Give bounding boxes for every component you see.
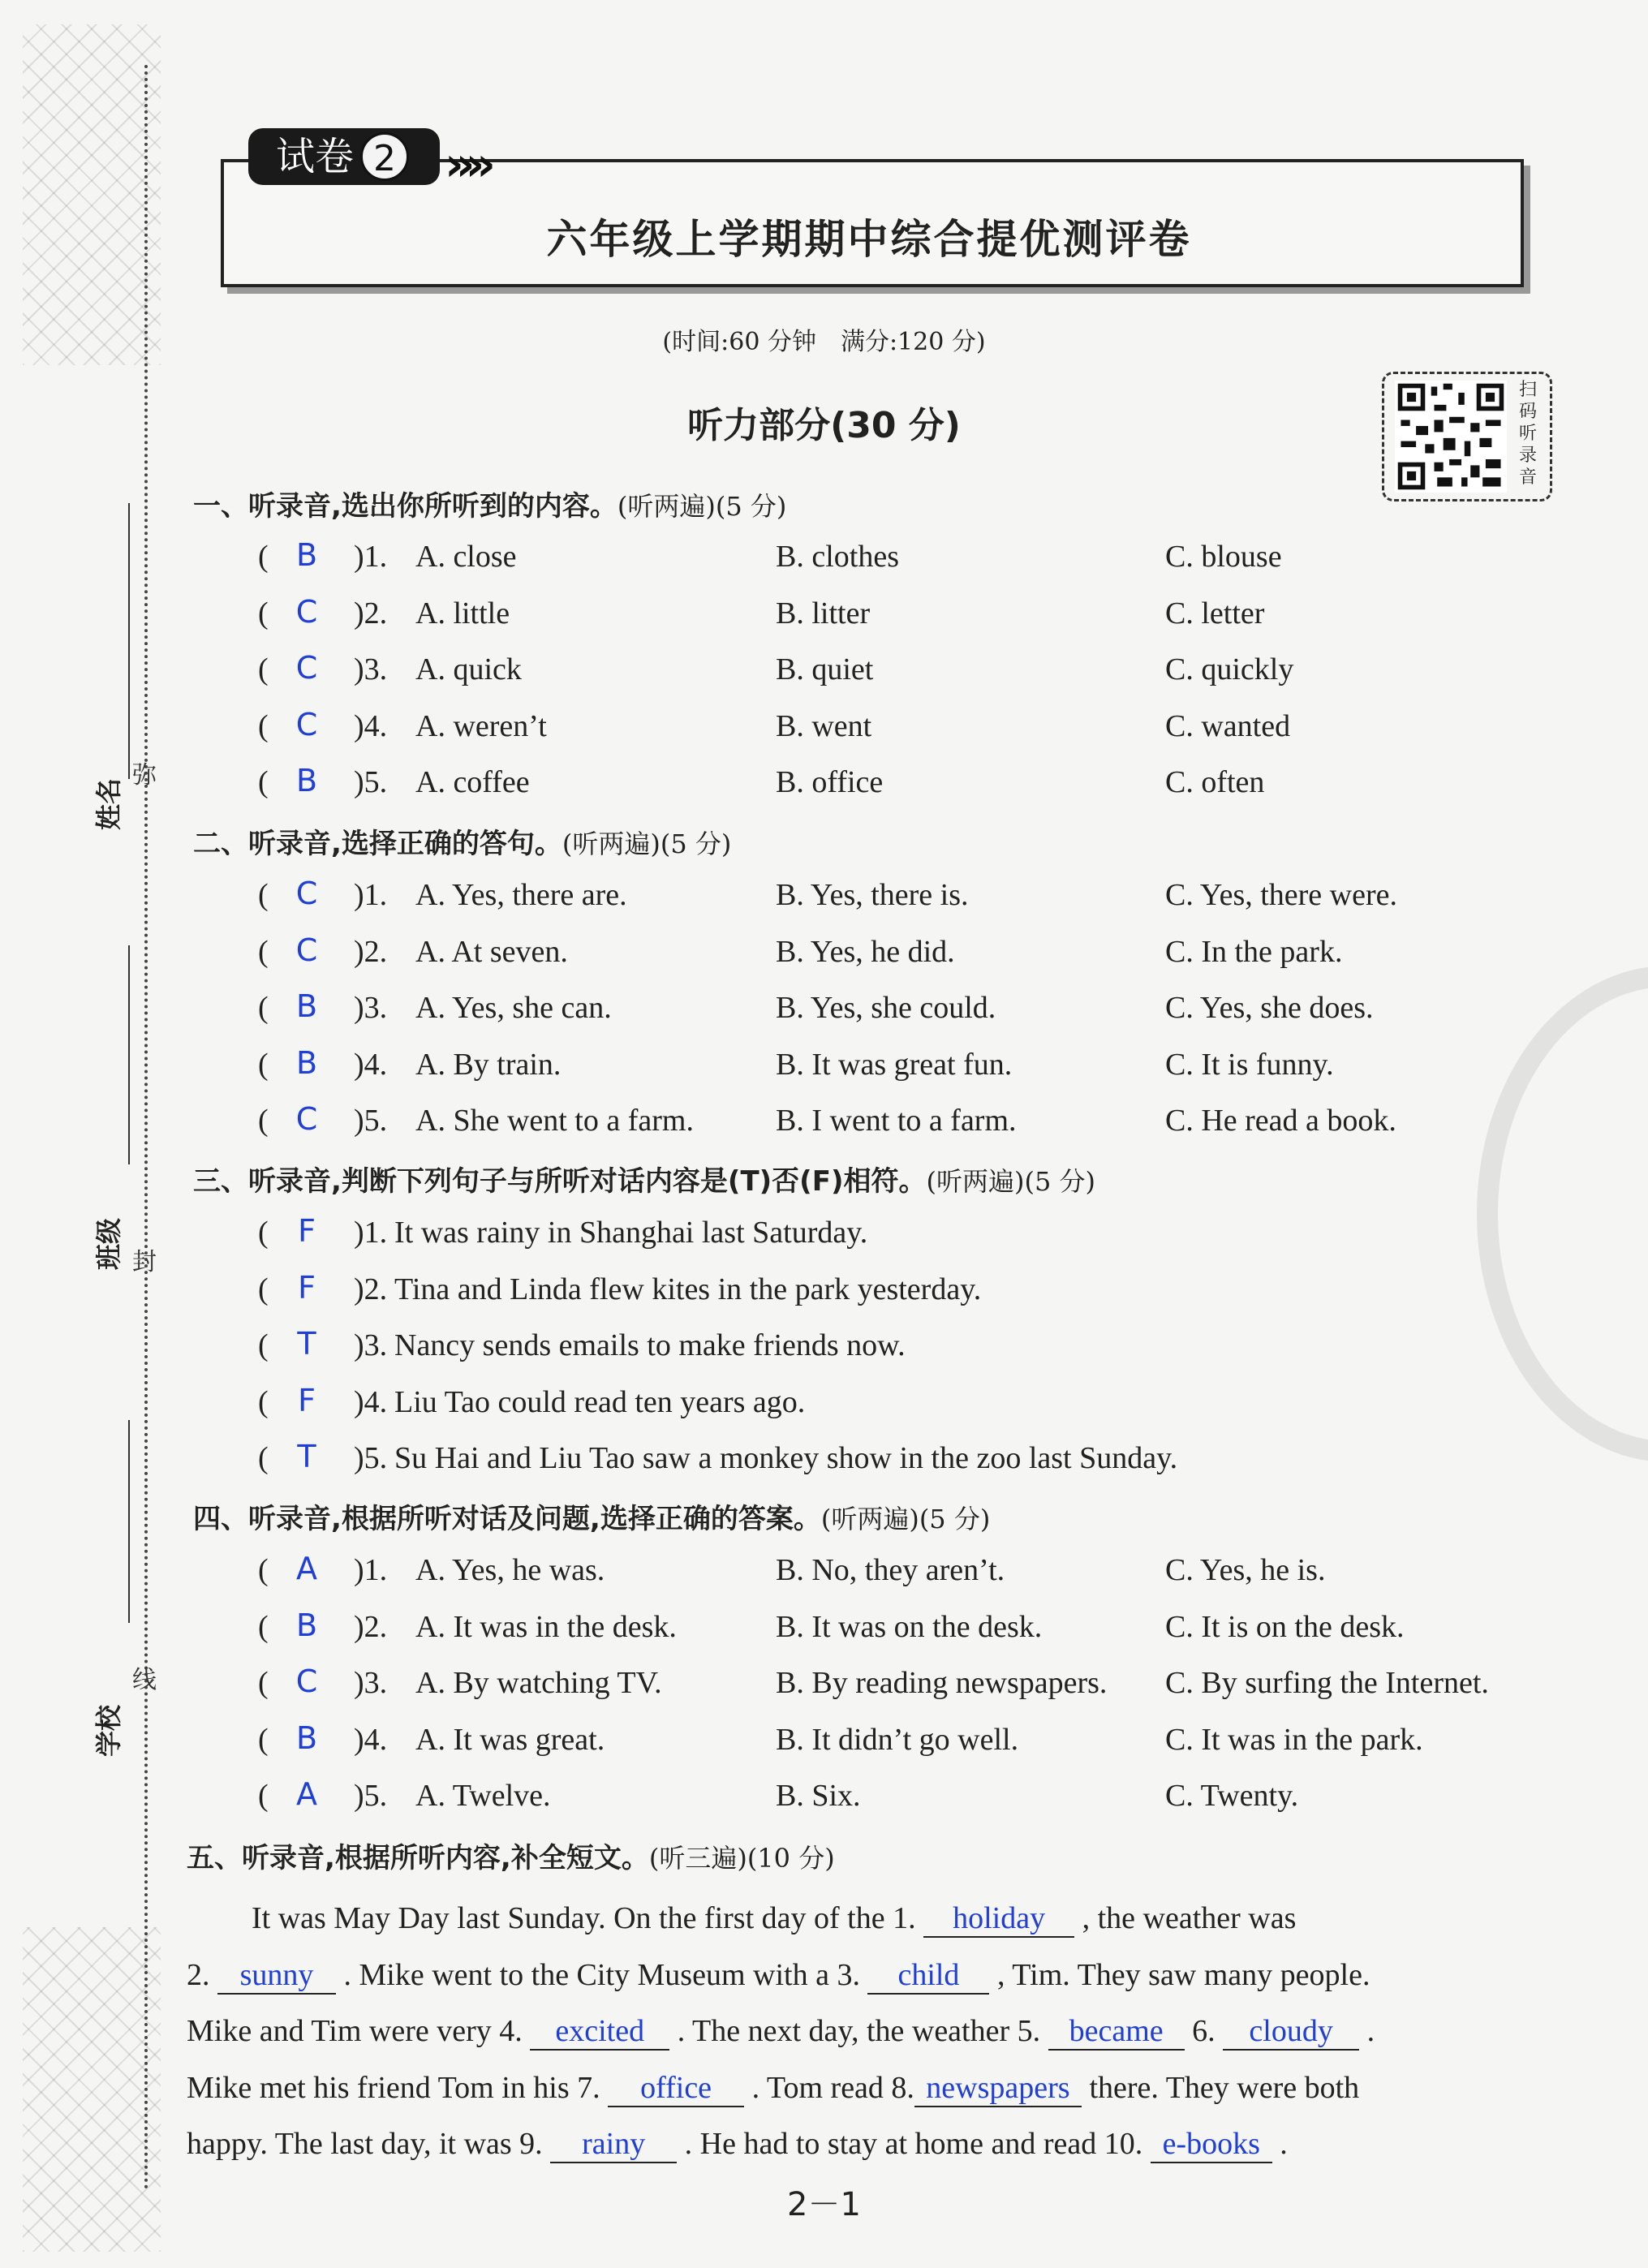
question-number: )2. — [354, 1272, 388, 1306]
option-a[interactable]: A. Yes, he was. — [415, 1553, 605, 1587]
section-title: 五、听录音,根据所听内容,补全短文。 — [187, 1842, 649, 1874]
option-b[interactable]: B. Six. — [776, 1779, 861, 1814]
question-row — [0, 764, 1542, 813]
passage-text: , Tim. They saw many people. — [989, 1957, 1370, 1992]
blank-6[interactable]: cloudy — [1223, 2013, 1359, 2051]
section-title: 三、听录音,判断下列句子与所听对话内容是(T)否(F)相符。 — [193, 1165, 927, 1198]
option-b[interactable]: B. It was on the desk. — [776, 1609, 1043, 1644]
answer-mark[interactable]: B — [295, 1044, 318, 1081]
option-c[interactable]: C. quickly — [1165, 652, 1294, 687]
page-number: 2－1 — [787, 2186, 861, 2223]
blank-10[interactable]: e-books — [1151, 2126, 1272, 2163]
question-number: )5. — [354, 1441, 388, 1476]
answer-paren-open: ( — [258, 1553, 269, 1587]
option-b[interactable]: B. Yes, he did. — [776, 934, 955, 969]
side-label-name: 姓名 — [93, 777, 125, 831]
question-number: )5. — [354, 1104, 388, 1138]
answer-mark[interactable]: B — [295, 763, 318, 799]
option-b[interactable]: B. By reading newspapers. — [776, 1666, 1108, 1701]
question-number: )4. — [354, 1047, 388, 1082]
option-c[interactable]: C. Twenty. — [1165, 1779, 1299, 1814]
answer-mark[interactable]: B — [295, 1719, 318, 1756]
question-number: )2. — [354, 934, 388, 969]
option-b[interactable]: B. Yes, she could. — [776, 991, 996, 1026]
passage-text: . Tom read 8. — [744, 2070, 914, 2105]
section-title: 四、听录音,根据所听对话及问题,选择正确的答案。 — [193, 1503, 821, 1535]
question-number: )1. — [354, 1216, 388, 1250]
option-a[interactable]: A. It was great. — [415, 1722, 605, 1757]
question-row — [0, 593, 1542, 644]
answer-paren-open: ( — [258, 708, 269, 743]
option-a[interactable]: A. She went to a farm. — [415, 1104, 694, 1138]
passage-text: . He had to stay at home and read 10. — [677, 2127, 1151, 2161]
option-c[interactable]: C. Yes, he is. — [1165, 1553, 1326, 1587]
section-heading — [193, 484, 786, 523]
question-number: )5. — [354, 1779, 388, 1814]
passage-text: . The next day, the weather 5. — [669, 2014, 1048, 2048]
passage-text: Mike and Tim were very 4. — [187, 2014, 531, 2048]
passage-line — [187, 2060, 1543, 2117]
statement-text: Tina and Linda flew kites in the park yesterday. — [394, 1272, 982, 1306]
answer-mark[interactable]: C — [295, 650, 318, 686]
option-a[interactable]: A. By train. — [415, 1047, 562, 1082]
passage-line — [187, 1891, 1543, 1947]
side-label-class: 班级 — [93, 1217, 125, 1271]
option-b[interactable]: B. clothes — [776, 540, 899, 574]
part-title: 听力部分(30 分) — [687, 405, 961, 446]
question-number: )1. — [354, 540, 388, 574]
blank-4[interactable]: excited — [530, 2013, 669, 2051]
section-note: (听两遍)(5 分) — [926, 1166, 1095, 1197]
answer-mark[interactable]: B — [295, 537, 318, 573]
exam-badge — [248, 128, 440, 185]
question-row — [0, 652, 1542, 700]
question-row — [0, 539, 1542, 587]
question-row — [0, 1609, 1542, 1658]
question-number: )2. — [354, 1609, 388, 1644]
passage-text: It was May Day last Sunday. On the first day of the 1. — [252, 1901, 924, 1935]
answer-mark[interactable]: C — [295, 593, 318, 630]
answer-paren-open: ( — [258, 1609, 269, 1644]
passage-text: . — [1271, 2127, 1288, 2161]
answer-paren-open: ( — [258, 652, 269, 687]
option-c[interactable]: C. letter — [1165, 596, 1265, 630]
option-a[interactable]: A. It was in the desk. — [415, 1609, 677, 1644]
answer-mark[interactable]: T — [297, 1439, 316, 1475]
answer-paren-open: ( — [258, 934, 269, 969]
answer-paren-open: ( — [258, 1441, 269, 1476]
option-a[interactable]: A. Yes, she can. — [415, 991, 612, 1026]
option-b[interactable]: B. No, they aren’t. — [776, 1553, 1005, 1587]
question-number: )1. — [354, 1553, 388, 1587]
option-a[interactable]: A. little — [415, 596, 510, 630]
option-a[interactable]: A. Yes, there are. — [415, 878, 627, 912]
option-a[interactable]: A. close — [415, 540, 517, 574]
statement-text: Liu Tao could read ten years ago. — [394, 1384, 806, 1419]
hatch-decoration-top — [23, 24, 161, 365]
question-row — [0, 990, 1542, 1039]
option-a[interactable]: A. By watching TV. — [415, 1666, 662, 1701]
question-row — [0, 708, 1542, 757]
option-c[interactable]: C. Yes, she does. — [1165, 991, 1374, 1026]
section-heading — [187, 1835, 835, 1875]
badge-label: 试卷 — [276, 134, 355, 179]
blank-1[interactable]: holiday — [923, 1900, 1074, 1938]
question-number: )1. — [354, 878, 388, 912]
answer-mark[interactable]: C — [295, 932, 318, 968]
question-number: )4. — [354, 708, 388, 743]
section-heading — [193, 1496, 990, 1536]
question-number: )3. — [354, 652, 388, 687]
question-number: )5. — [354, 765, 388, 800]
statement-text: Nancy sends emails to make friends now. — [394, 1328, 906, 1363]
qr-code-icon — [1391, 381, 1511, 493]
answer-mark[interactable]: F — [298, 1382, 316, 1418]
answer-mark[interactable]: A — [296, 1551, 317, 1586]
question-number: )3. — [354, 991, 388, 1026]
option-b[interactable]: B. office — [776, 765, 884, 800]
side-char-xian: 线 — [132, 1666, 157, 1694]
question-row — [0, 1269, 1542, 1320]
answer-paren-open: ( — [258, 1272, 269, 1306]
answer-mark[interactable]: B — [295, 1607, 318, 1643]
question-number: )4. — [354, 1384, 388, 1419]
option-a[interactable]: A. Twelve. — [415, 1779, 551, 1814]
question-row — [0, 1778, 1542, 1827]
answer-paren-open: ( — [258, 1328, 269, 1363]
answer-mark[interactable]: C — [295, 1663, 318, 1700]
answer-paren-open: ( — [258, 991, 269, 1026]
question-row — [0, 1384, 1542, 1433]
answer-paren-open: ( — [258, 596, 269, 630]
option-c[interactable]: C. blouse — [1165, 540, 1282, 574]
option-a[interactable]: A. weren’t — [415, 708, 547, 743]
answer-paren-open: ( — [258, 1666, 269, 1701]
blank-5[interactable]: became — [1048, 2013, 1185, 2051]
option-c[interactable]: C. In the park. — [1165, 934, 1343, 969]
answer-paren-open: ( — [258, 765, 269, 800]
question-number: )3. — [354, 1666, 388, 1701]
qr-label: 扫码听录音 — [1518, 380, 1537, 488]
option-a[interactable]: A. quick — [415, 652, 522, 687]
option-c[interactable]: C. He read a book. — [1165, 1104, 1396, 1138]
section-note: (听两遍)(5 分) — [617, 491, 787, 522]
passage-line — [187, 1947, 1543, 2004]
answer-mark[interactable]: F — [298, 1269, 316, 1306]
side-char-mi: 弥 — [132, 761, 157, 790]
passage-text: Mike met his friend Tom in his 7. — [187, 2070, 609, 2105]
answer-paren-open: ( — [258, 1779, 269, 1814]
option-c[interactable]: C. wanted — [1165, 708, 1291, 743]
answer-paren-open: ( — [258, 1384, 269, 1419]
passage-text: . Mike went to the City Museum with a 3. — [336, 1957, 868, 1992]
answer-paren-open: ( — [258, 1104, 269, 1138]
section-title: 二、听录音,选择正确的答句。 — [193, 828, 562, 860]
blank-7[interactable]: office — [608, 2070, 744, 2107]
question-row — [0, 1552, 1542, 1601]
option-b[interactable]: B. It didn’t go well. — [776, 1722, 1019, 1757]
question-number: )3. — [354, 1328, 388, 1363]
option-b[interactable]: B. It was great fun. — [776, 1047, 1013, 1082]
side-label-school: 学校 — [93, 1704, 125, 1758]
badge-number: 2 — [360, 132, 409, 181]
answer-mark[interactable]: C — [295, 1101, 318, 1138]
passage-text: , the weather was — [1074, 1901, 1297, 1935]
answer-mark[interactable]: A — [296, 1776, 317, 1813]
question-row — [0, 1665, 1542, 1714]
statement-text: It was rainy in Shanghai last Saturday. — [394, 1216, 868, 1250]
section-title: 一、听录音,选出你所听到的内容。 — [193, 490, 617, 523]
option-b[interactable]: B. went — [776, 708, 872, 743]
option-b[interactable]: B. I went to a farm. — [776, 1104, 1017, 1138]
question-row — [0, 1103, 1542, 1151]
question-row — [0, 1044, 1542, 1095]
answer-mark[interactable]: C — [295, 876, 318, 911]
section-note: (听三遍)(10 分) — [648, 1843, 835, 1874]
option-c[interactable]: C. Yes, there were. — [1165, 878, 1398, 912]
section-note: (听两遍)(5 分) — [562, 828, 732, 859]
passage-text: . — [1359, 2014, 1375, 2048]
question-row — [0, 1719, 1542, 1771]
answer-mark[interactable]: F — [298, 1213, 316, 1249]
question-row — [0, 934, 1542, 983]
time-info: (时间:60 分钟 满分:120 分) — [662, 328, 986, 356]
answer-paren-open: ( — [258, 1216, 269, 1250]
question-number: )2. — [354, 596, 388, 630]
option-c[interactable]: C. It was in the park. — [1165, 1722, 1423, 1757]
option-a[interactable]: A. coffee — [415, 765, 530, 800]
answer-mark[interactable]: T — [297, 1326, 316, 1362]
answer-paren-open: ( — [258, 878, 269, 912]
blank-3[interactable]: child — [867, 1957, 989, 1995]
passage-text: 6. — [1184, 2014, 1224, 2048]
question-row — [0, 1215, 1542, 1263]
option-c[interactable]: C. It is funny. — [1165, 1047, 1334, 1082]
section-heading — [193, 821, 731, 861]
side-char-feng: 封 — [132, 1248, 157, 1276]
blank-8[interactable]: newspapers — [914, 2070, 1082, 2107]
blank-2[interactable]: sunny — [217, 1957, 336, 1995]
option-c[interactable]: C. It is on the desk. — [1165, 1609, 1405, 1644]
answer-paren-open: ( — [258, 1047, 269, 1082]
option-b[interactable]: B. Yes, there is. — [776, 878, 969, 912]
statement-text: Su Hai and Liu Tao saw a monkey show in the zoo last Sunday. — [394, 1441, 1178, 1476]
chevron-arrows-icon: »» — [445, 136, 486, 192]
answer-mark[interactable]: C — [295, 706, 318, 742]
blank-9[interactable]: rainy — [550, 2126, 677, 2163]
question-row — [0, 1440, 1542, 1489]
section-heading — [193, 1159, 1095, 1199]
question-number: )4. — [354, 1722, 388, 1757]
option-c[interactable]: C. By surfing the Internet. — [1165, 1666, 1489, 1701]
answer-paren-open: ( — [258, 1722, 269, 1757]
passage-line — [187, 2116, 1543, 2173]
answer-mark[interactable]: B — [295, 988, 318, 1025]
passage-text: 2. — [187, 1957, 217, 1992]
answer-paren-open: ( — [258, 540, 269, 574]
passage-line — [187, 2003, 1543, 2060]
option-c[interactable]: C. often — [1165, 765, 1265, 800]
cloze-passage — [187, 1891, 1543, 2173]
exam-title: 六年级上学期期中综合提优测评卷 — [546, 216, 1192, 263]
option-a[interactable]: A. At seven. — [415, 934, 568, 969]
question-row — [0, 1328, 1542, 1376]
question-row — [0, 877, 1542, 926]
option-b[interactable]: B. litter — [776, 596, 871, 630]
qr-code-block[interactable] — [1382, 372, 1552, 501]
option-b[interactable]: B. quiet — [776, 652, 874, 687]
passage-text: there. They were both — [1081, 2070, 1360, 2105]
section-note: (听两遍)(5 分) — [820, 1504, 991, 1534]
passage-text: happy. The last day, it was 9. — [187, 2127, 551, 2161]
